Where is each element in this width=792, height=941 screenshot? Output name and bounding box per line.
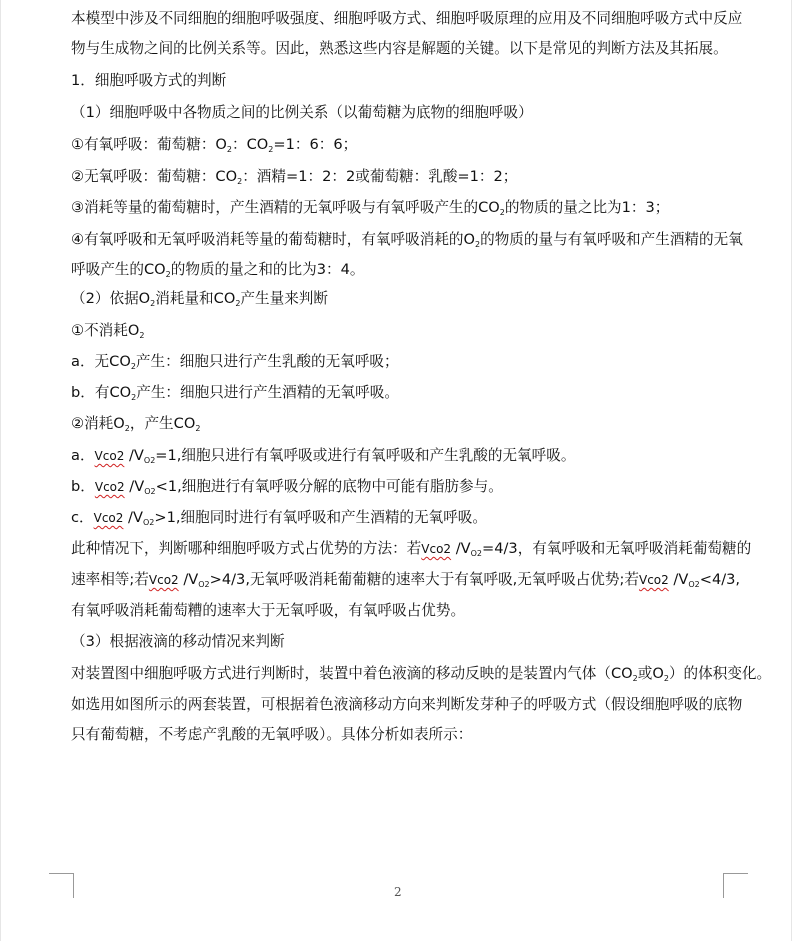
text-segment: O2: [144, 487, 156, 496]
text-segment: c．: [71, 509, 94, 526]
page-number: 2: [394, 885, 402, 899]
text-segment: 呼吸产生的CO: [71, 261, 166, 278]
text-segment: （3）根据液滴的移动情况来判断: [71, 633, 285, 650]
text-segment: 2: [268, 145, 274, 154]
text-segment: =4/3，有氧呼吸和无氧呼吸消耗葡萄糖的: [482, 540, 752, 557]
text-segment: a．: [71, 447, 95, 464]
text-segment: Vco2: [93, 511, 124, 525]
text-segment: 物与生成物之间的比例关系等。因此，熟悉这些内容是解题的关键。以下是常见的判断方法及其拓展。: [71, 40, 728, 57]
text-segment: /V: [178, 571, 199, 588]
text-segment: ，产生CO: [129, 415, 196, 432]
text-segment: ）的体积变化。: [668, 665, 772, 682]
text-line: [71, 135, 357, 160]
text-segment: 2: [131, 393, 137, 402]
text-segment: 2: [235, 299, 241, 308]
text-segment: <4/3,: [699, 571, 741, 588]
text-line: [71, 383, 399, 408]
text-segment: O2: [143, 456, 156, 465]
text-segment: <1,细胞进行有氧呼吸分解的底物中可能有脂肪参与。: [155, 478, 503, 495]
text-segment: 产生：细胞只进行产生酒精的无氧呼吸。: [136, 384, 399, 401]
text-segment: /V: [451, 540, 471, 557]
margin-corner-mark-right: [723, 873, 748, 898]
text-segment: 2: [226, 145, 233, 154]
text-segment: 只有葡萄糖，不考虑产乳酸的无氧呼吸）。具体分析如表所示：: [71, 726, 473, 743]
text-segment: ①有氧呼吸：葡萄糖：O: [71, 136, 227, 153]
text-segment: O2: [470, 549, 482, 558]
text-segment: Vco2: [638, 573, 669, 587]
text-segment: ④有氧呼吸和无氧呼吸消耗等量的葡萄糖时，有氧呼吸消耗的O: [71, 231, 476, 248]
text-line: [71, 508, 487, 533]
text-line: [71, 260, 364, 285]
text-segment: ①不消耗O: [71, 322, 140, 339]
text-segment: /V: [124, 447, 144, 464]
text-segment: /V: [124, 478, 145, 495]
text-line: [71, 539, 751, 564]
text-line: [71, 352, 399, 377]
text-segment: >4/3,无氧呼吸消耗葡葡糖的速率大于有氧呼吸,无氧呼吸占优势;若: [209, 571, 639, 588]
text-segment: 1．细胞呼吸方式的判断: [71, 72, 227, 89]
text-segment: ②消耗O: [71, 415, 125, 432]
text-segment: 2: [632, 674, 638, 683]
text-segment: =1,细胞只进行有氧呼吸或进行有氧呼吸和产生乳酸的无氧呼吸。: [155, 447, 576, 464]
text-segment: O2: [688, 580, 700, 589]
text-segment: （1）细胞呼吸中各物质之间的比例关系（以葡萄糖为底物的细胞呼吸）: [71, 104, 533, 121]
text-segment: ：CO: [232, 136, 269, 153]
text-line: [71, 39, 728, 59]
text-segment: b．有CO: [71, 384, 132, 401]
text-line: [71, 230, 743, 255]
text-segment: O2: [142, 518, 155, 527]
text-segment: Vco2: [94, 449, 125, 463]
text-segment: 对装置图中细胞呼吸方式进行判断时，装置中着色液滴的移动反映的是装置内气体（CO: [71, 665, 633, 682]
text-segment: /V: [123, 509, 143, 526]
text-segment: >1,细胞同时进行有氧呼吸和产生酒精的无氧呼吸。: [154, 509, 487, 526]
text-line: [71, 103, 533, 123]
text-segment: =1：6：6；: [273, 136, 358, 153]
text-line: [71, 446, 575, 471]
text-segment: 2: [237, 177, 243, 186]
text-line: [71, 71, 226, 91]
text-segment: 或O: [637, 665, 664, 682]
text-segment: 2: [124, 424, 130, 433]
text-segment: 2: [139, 331, 145, 340]
text-segment: 2: [499, 208, 505, 217]
text-segment: Vco2: [421, 542, 452, 556]
text-segment: 如选用如图所示的两套装置，可根据着色液滴移动方向来判断发芽种子的呼吸方式（假设细胞呼吸的底物: [71, 696, 743, 713]
text-segment: 2: [165, 270, 171, 279]
text-line: [71, 414, 200, 439]
text-segment: 本模型中涉及不同细胞的细胞呼吸强度、细胞呼吸方式、细胞呼吸原理的应用及不同细胞呼吸方式中反应: [71, 10, 743, 27]
text-segment: a．无CO: [71, 353, 131, 370]
text-segment: b．: [71, 478, 95, 495]
text-line: [71, 632, 285, 652]
text-segment: 此种情况下，判断哪种细胞呼吸方式占优势的方法：若: [71, 540, 422, 557]
text-segment: Vco2: [94, 480, 125, 494]
text-segment: 消耗量和CO: [155, 290, 236, 307]
text-line: [71, 477, 503, 502]
text-line: [71, 198, 669, 223]
text-segment: O2: [198, 580, 210, 589]
text-segment: （2）依据O: [71, 290, 151, 307]
text-segment: 2: [195, 424, 201, 433]
text-segment: 的物质的量之和的比为3：4。: [170, 261, 365, 278]
text-segment: 速率相等;若: [71, 571, 149, 588]
text-segment: ②无氧呼吸：葡萄糖：CO: [71, 168, 238, 185]
text-line: [71, 9, 742, 29]
margin-corner-mark-left: [49, 873, 74, 898]
text-segment: 2: [150, 299, 156, 308]
text-segment: 产生量来判断: [240, 290, 328, 307]
text-segment: ：酒精=1：2：2或葡萄糖：乳酸=1：2；: [242, 168, 518, 185]
text-segment: 2: [663, 674, 669, 683]
text-segment: 有氧呼吸消耗葡萄糟的速率大于无氧呼吸，有氧呼吸占优势。: [71, 602, 466, 619]
text-segment: 2: [130, 362, 136, 371]
text-line: [71, 601, 465, 621]
text-line: [71, 725, 472, 745]
text-line: [71, 570, 740, 595]
text-segment: ③消耗等量的葡萄糖时，产生酒精的无氧呼吸与有氧呼吸产生的CO: [71, 199, 500, 216]
text-segment: 的物质的量与有氧呼吸和产生酒精的无氧: [480, 231, 743, 248]
text-segment: /V: [668, 571, 689, 588]
text-segment: 2: [475, 240, 481, 249]
text-line: [71, 289, 328, 314]
text-line: [71, 664, 771, 689]
text-line: [71, 695, 742, 715]
text-segment: 的物质的量之比为1：3；: [504, 199, 670, 216]
text-line: [71, 321, 144, 346]
text-segment: 产生：细胞只进行产生乳酸的无氧呼吸；: [135, 353, 399, 370]
text-segment: Vco2: [148, 573, 179, 587]
text-line: [71, 167, 517, 192]
